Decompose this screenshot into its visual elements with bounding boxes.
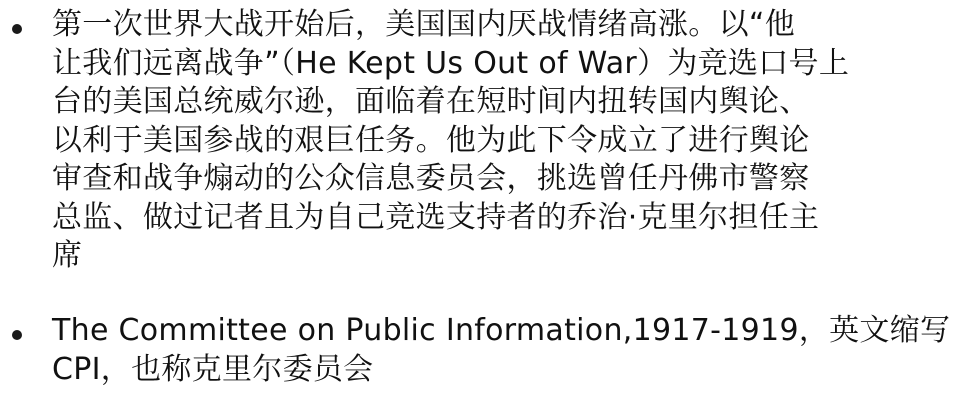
bullet-dot-icon: [12, 24, 22, 34]
bullet-dot-icon: [12, 330, 22, 340]
text-line: 让我们远离战争”（He Kept Us Out of War）为竞选口号上: [52, 45, 850, 81]
text-line: 第一次世界大战开始后，美国国内厌战情绪高涨。以“他: [52, 7, 796, 42]
text-line: 审查和战争煽动的公众信息委员会，挑选曾任丹佛市警察: [52, 161, 810, 196]
text-line: 台的美国总统威尔逊，面临着在短时间内扭转国内舆论、: [52, 84, 810, 119]
text-line: CPI，也称克里尔委员会: [52, 351, 374, 387]
text-line: 总监、做过记者且为自己竞选支持者的乔治·克里尔担任主: [52, 199, 820, 235]
text-line: The Committee on Public Information,1917-1919，英文缩写: [52, 313, 951, 348]
text-line: 席: [52, 238, 83, 273]
bullet-paragraph: [52, 6, 952, 276]
text-line: 以利于美国参战的艰巨任务。他为此下令成立了进行舆论: [52, 122, 810, 158]
bullet-paragraph: [52, 312, 952, 389]
